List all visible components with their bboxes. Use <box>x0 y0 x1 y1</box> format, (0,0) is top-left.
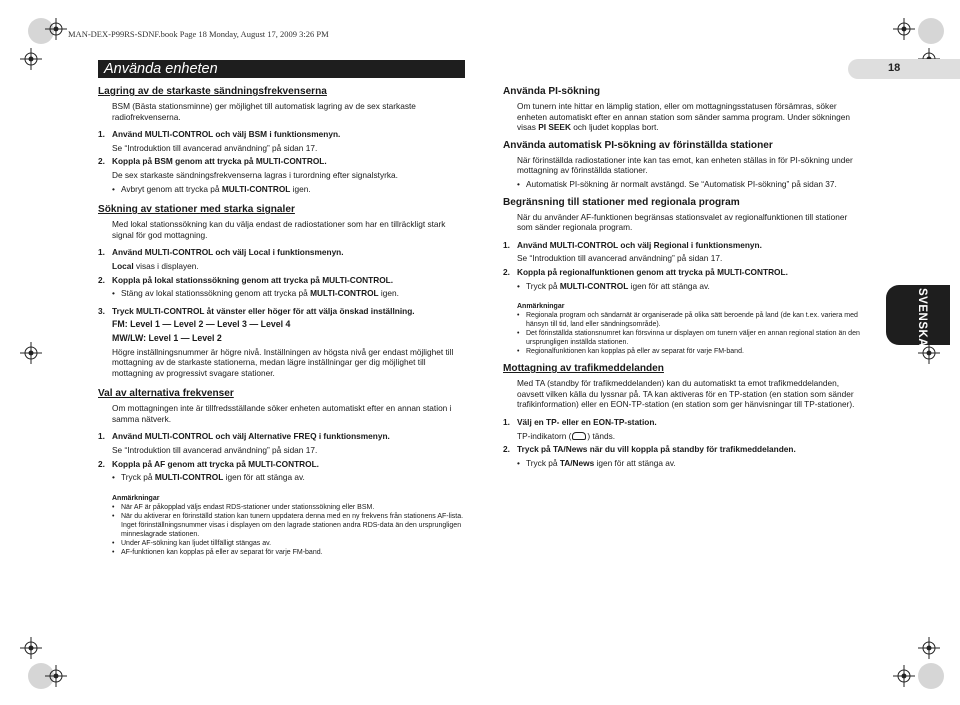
paragraph: De sex starkaste sändningsfrekvenserna lagras i turordning efter signalstyrka. <box>112 169 398 180</box>
step-2: 2. Koppla på AF genom att trycka på MULTI-CONTROL. <box>98 458 319 469</box>
paragraph: Om tunern inte hittar en lämplig station, eller om mottagningsstatusen försämras, söker enheten automatiskt efter en annan station som sänder samma program. Under sökningen visas PI SEEK och ljudet kopplas bort. <box>517 101 850 133</box>
paragraph: Högre inställningsnummer är högre nivå. Inställningen av högsta nivå ger endast möjlighet till mottagning av de starkaste stationerna, medan lägre inställningar ger dig möjlighet till mottagning av progressivt svagare stationer. <box>112 346 454 378</box>
page-number: 18 <box>888 62 901 74</box>
registration-mark-icon <box>918 637 940 659</box>
paragraph: BSM (Bästa stationsminne) ger möjlighet till automatisk lagring av de sex starkaste radiofrekvenserna. <box>112 101 416 122</box>
note-item: • Regionala program och sändarnät är organiserade på olika sätt beroende på land (de kan t.ex. variera med hänsyn till tid, land eller sändningsområde). <box>517 311 865 329</box>
paragraph: Se “Introduktion till avancerad användning” på sidan 17. <box>112 445 318 456</box>
heading-auto-pi-seek: Använda automatisk PI-sökning av förinställda stationer <box>503 139 773 151</box>
paragraph: Med TA (standby för trafikmeddelanden) kan du automatiskt ta emot trafikmeddelanden, oavsett vilken källa du lyssnar på. TA kan aktiveras för en TP-station (en station som sänder trafikinformation) eller en EON-TP-station (en station som ger hänvisningar till TP-stationer). <box>517 378 855 410</box>
level-list-mw: MW/LW: Level 1 — Level 2 <box>112 332 222 343</box>
right-column <box>503 86 865 471</box>
language-tab <box>886 285 950 348</box>
notes-heading: Anmärkningar <box>517 303 565 311</box>
note-item: • När AF är påkopplad väljs endast RDS-stationer under stationssökning eller BSM. <box>112 503 466 512</box>
registration-mark-icon <box>45 665 67 687</box>
step-3: 3. Tryck MULTI-CONTROL åt vänster eller höger för att välja önskad inställning. <box>98 305 415 316</box>
heading-bsm: Lagring av de starkaste sändningsfrekvenserna <box>98 86 327 97</box>
registration-mark-icon <box>20 48 42 70</box>
registration-mark-icon <box>20 637 42 659</box>
heading-af: Val av alternativa frekvenser <box>98 388 234 400</box>
step-2: 2. Koppla på lokal stationssökning genom att trycka på MULTI-CONTROL. <box>98 274 394 285</box>
step-1: 1. Använd MULTI-CONTROL och välj BSM i funktionsmenyn. <box>98 129 341 140</box>
bullet: • Tryck på TA/News igen för att stänga av. <box>517 458 865 469</box>
registration-mark-icon <box>20 342 42 364</box>
section-title: Använda enheten <box>104 61 218 77</box>
paragraph: Se “Introduktion till avancerad användning” på sidan 17. <box>517 253 723 264</box>
section-title-bar <box>98 60 465 78</box>
step-1: 1. Välj en TP- eller en EON-TP-station. <box>503 416 657 427</box>
paragraph: När du använder AF-funktionen begränsas stationsvalet av regionalfunktionen till stationer som sänder regionala program. <box>517 211 848 233</box>
note-item: • AF-funktionen kan kopplas på eller av separat för varje FM-band. <box>112 548 466 557</box>
step-1: 1. Använd MULTI-CONTROL och välj Local i funktionsmenyn. <box>98 247 344 258</box>
heading-local-seek: Sökning av stationer med starka signaler <box>98 204 295 216</box>
bullet: • Stäng av lokal stationssökning genom att trycka på MULTI-CONTROL igen. <box>112 288 466 299</box>
registration-mark-icon <box>893 18 915 40</box>
paragraph: TP-indikatorn ( ) tänds. <box>517 430 616 441</box>
bullet: • Tryck på MULTI-CONTROL igen för att stänga av. <box>112 472 466 483</box>
notes-heading: Anmärkningar <box>112 494 160 502</box>
heading-regional: Begränsning till stationer med regionala program <box>503 196 740 208</box>
note-item: • Det förinställda stationsnumret kan försvinna ur displayen om tunern väljer en annan regional station än den ursprungligen inställda stationen. <box>517 329 865 347</box>
page-number-tab <box>848 59 960 79</box>
level-list-fm: FM: Level 1 — Level 2 — Level 3 — Level 4 <box>112 319 291 330</box>
step-1: 1. Använd MULTI-CONTROL och välj Regional i funktionsmenyn. <box>503 239 762 250</box>
paragraph: Se “Introduktion till avancerad användning” på sidan 17. <box>112 142 318 153</box>
step-1: 1. Använd MULTI-CONTROL och välj Alternative FREQ i funktionsmenyn. <box>98 431 390 442</box>
bullet: • Tryck på MULTI-CONTROL igen för att stänga av. <box>517 281 865 292</box>
note-item: • Under AF-sökning kan ljudet tillfälligt stängas av. <box>112 539 466 548</box>
left-column <box>98 86 466 557</box>
language-label: SVENSKA <box>916 288 928 348</box>
paragraph: Med lokal stationssökning kan du välja endast de radiostationer som har en tillräckligt stark signal för god mottagning. <box>112 219 446 240</box>
note-item: • Regionalfunktionen kan kopplas på eller av separat för varje FM-band. <box>517 347 865 356</box>
registration-mark-icon <box>45 18 67 40</box>
step-2: 2. Koppla på regionalfunktionen genom att trycka på MULTI-CONTROL. <box>503 266 788 277</box>
heading-pi-seek: Använda PI-sökning <box>503 86 601 97</box>
paragraph: När förinställda radiostationer inte kan tas emot, kan enheten ställas in för PI-sökning under mottagning av förinställda stationer. <box>517 154 853 176</box>
registration-mark-icon <box>893 665 915 687</box>
bullet: • Automatisk PI-sökning är normalt avstängd. Se “Automatisk PI-sökning” på sidan 37. <box>517 179 865 190</box>
step-2: 2. Tryck på TA/News när du vill koppla på standby för trafikmeddelanden. <box>503 444 796 455</box>
corner-disc-br <box>918 663 944 689</box>
tp-indicator-icon <box>572 432 586 440</box>
corner-disc-tr <box>918 18 944 44</box>
paragraph: Om mottagningen inte är tillfredsställande söker enheten automatiskt efter en annan station i samma nätverk. <box>112 403 452 424</box>
step-2: 2. Koppla på BSM genom att trycka på MULTI-CONTROL. <box>98 156 327 167</box>
book-header: MAN-DEX-P99RS-SDNF.book Page 18 Monday, August 17, 2009 3:26 PM <box>68 29 329 39</box>
bullet: • Avbryt genom att trycka på MULTI-CONTROL igen. <box>112 184 466 195</box>
paragraph: Local visas i displayen. <box>112 260 199 271</box>
heading-traffic: Mottagning av trafikmeddelanden <box>503 363 664 375</box>
note-item: • När du aktiverar en förinställd station kan tunern uppdatera denna med en ny frekvens från stationens AF-lista. Inget förinställningsnummer visas i displayen om den lagrade stationen andra RDS-data än den ursprungligen minneslagrade stationen. <box>112 512 466 539</box>
